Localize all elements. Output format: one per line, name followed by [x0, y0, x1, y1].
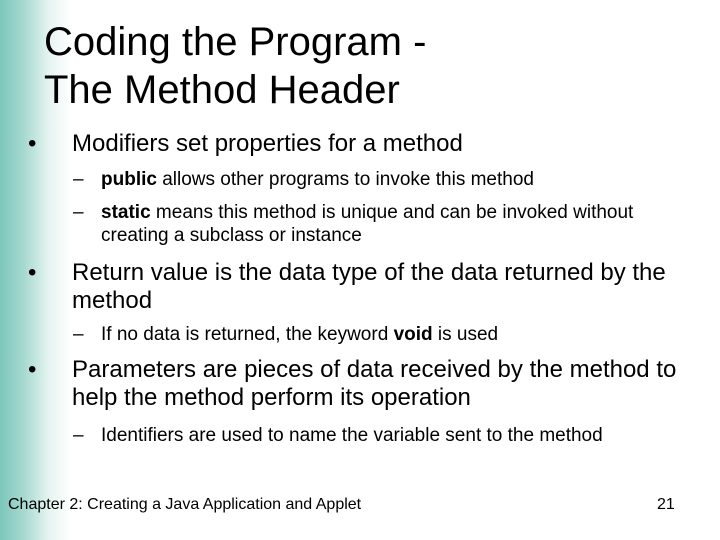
sub-text: means this method is unique and can be invoked without creating a subclass or instance	[101, 202, 634, 246]
bullet-text: Modifiers set properties for a method	[72, 130, 463, 157]
sub-bullet-public: – public allows other programs to invoke this method	[73, 169, 534, 190]
sub-bullet-static: – static means this method is unique and can be invoked without creating a subclass or instance	[73, 202, 634, 246]
sub-text: allows other programs to invoke this method	[156, 169, 534, 190]
slide-title	[44, 18, 426, 114]
sub-text: is used	[432, 324, 499, 345]
sub-text: If no data is returned, the keyword	[101, 324, 394, 345]
bullet-text: Parameters are pieces of data received by the method to help the method perform its operation	[72, 356, 677, 411]
page-number: 21	[657, 496, 675, 513]
keyword: void	[393, 324, 433, 345]
title-line-1: Coding the Program -	[44, 20, 427, 64]
keyword: public	[101, 169, 157, 190]
bullet-text: Return value is the data type of the data returned by the method	[72, 259, 666, 314]
bullet-return-value: • Return value is the data type of the data returned by the method	[28, 259, 666, 314]
keyword: static	[101, 202, 151, 223]
footer-chapter: Chapter 2: Creating a Java Application and Applet	[8, 496, 362, 513]
sub-text: Identifiers are used to name the variable sent to the method	[101, 425, 603, 446]
bullet-modifiers: • Modifiers set properties for a method	[28, 130, 463, 157]
sub-bullet-void: – If no data is returned, the keyword void is used	[73, 324, 499, 345]
sub-bullet-identifiers: – Identifiers are used to name the variable sent to the method	[73, 425, 603, 446]
bullet-parameters: • Parameters are pieces of data received by the method to help the method perform its operation	[28, 356, 677, 411]
title-line-2: The Method Header	[44, 68, 400, 112]
